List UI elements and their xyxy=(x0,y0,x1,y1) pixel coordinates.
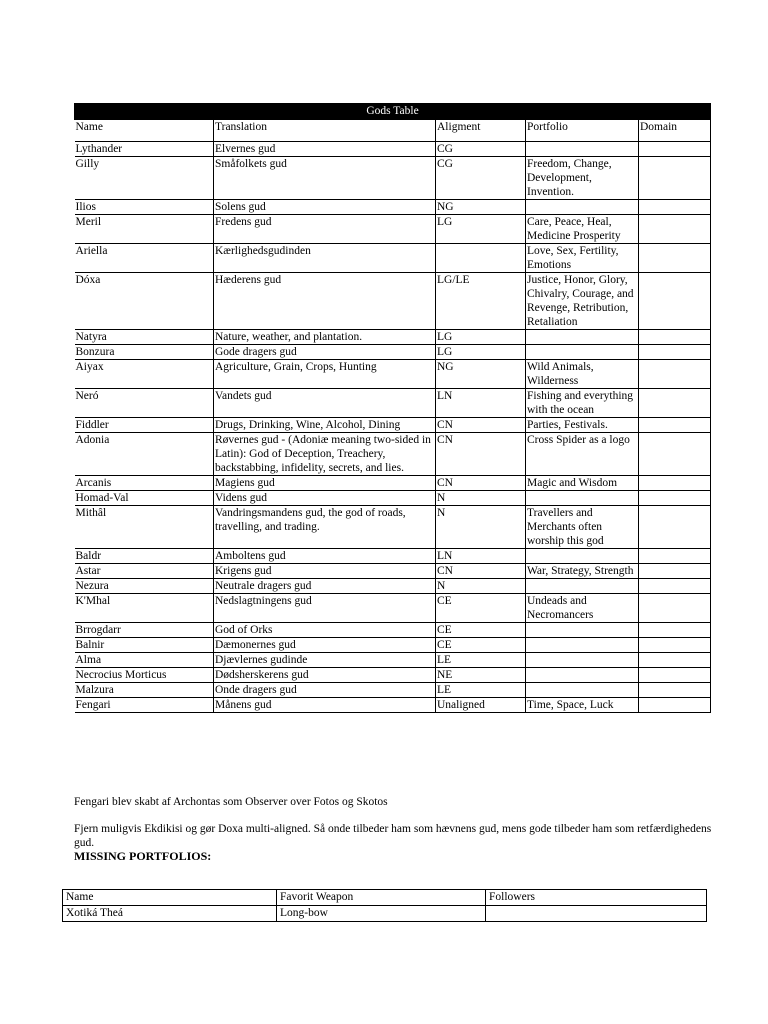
god-name-cell: Nezura xyxy=(75,579,214,594)
god-portfolio-cell: Cross Spider as a logo xyxy=(526,433,639,476)
column-header-name: Name xyxy=(75,120,214,142)
god-translation-cell: Gode dragers gud xyxy=(214,345,436,360)
god-translation-cell: Røvernes gud - (Adoniæ meaning two-sided in Latin): God of Deception, Treachery, backstabbing, infidelity, secrets, and lies. xyxy=(214,433,436,476)
god-row xyxy=(75,418,711,433)
god-alignment-cell: CN xyxy=(436,564,526,579)
god-domain-cell xyxy=(639,491,711,506)
god-portfolio-cell: Parties, Festivals. xyxy=(526,418,639,433)
god-alignment-cell: LN xyxy=(436,549,526,564)
god-domain-cell xyxy=(639,653,711,668)
god-translation-cell: Djævlernes gudinde xyxy=(214,653,436,668)
god-domain-cell xyxy=(639,215,711,244)
god-name-cell: K'Mhal xyxy=(75,594,214,623)
god-name-cell: Lythander xyxy=(75,142,214,157)
god-portfolio-cell xyxy=(526,345,639,360)
god-row xyxy=(75,200,711,215)
god-alignment-cell: LG xyxy=(436,345,526,360)
god-name-cell: Natyra xyxy=(75,330,214,345)
god-name-cell: Adonia xyxy=(75,433,214,476)
god-name-cell: Fiddler xyxy=(75,418,214,433)
god-alignment-cell: CN xyxy=(436,418,526,433)
god-row xyxy=(75,491,711,506)
god-translation-cell: Drugs, Drinking, Wine, Alcohol, Dining xyxy=(214,418,436,433)
god-translation-cell: Småfolkets gud xyxy=(214,157,436,200)
god-translation-cell: Hæderens gud xyxy=(214,273,436,330)
god-alignment-cell: CE xyxy=(436,594,526,623)
god-alignment-cell: LN xyxy=(436,389,526,418)
god-alignment-cell: CE xyxy=(436,623,526,638)
god-domain-cell xyxy=(639,157,711,200)
god-alignment-cell: CG xyxy=(436,157,526,200)
god-name-cell: Alma xyxy=(75,653,214,668)
god-domain-cell xyxy=(639,579,711,594)
god-translation-cell: Onde dragers gud xyxy=(214,683,436,698)
gods-table-body xyxy=(75,142,711,713)
god-alignment-cell: CG xyxy=(436,142,526,157)
god-portfolio-cell xyxy=(526,668,639,683)
god-row xyxy=(75,244,711,273)
god-name-cell: Ariella xyxy=(75,244,214,273)
god-row xyxy=(75,594,711,623)
god-portfolio-cell: Justice, Honor, Glory, Chivalry, Courage, and Revenge, Retribution, Retaliation xyxy=(526,273,639,330)
god-domain-cell xyxy=(639,345,711,360)
god-alignment-cell: LG xyxy=(436,330,526,345)
weapon-row-followers-cell xyxy=(486,906,707,922)
god-domain-cell xyxy=(639,244,711,273)
god-alignment-cell xyxy=(436,244,526,273)
god-translation-cell: Magiens gud xyxy=(214,476,436,491)
god-name-cell: Astar xyxy=(75,564,214,579)
god-name-cell: Brrogdarr xyxy=(75,623,214,638)
god-row xyxy=(75,549,711,564)
god-row xyxy=(75,273,711,330)
god-alignment-cell: CE xyxy=(436,638,526,653)
weapons-table-header-row xyxy=(63,890,707,906)
god-domain-cell xyxy=(639,594,711,623)
god-row xyxy=(75,345,711,360)
god-name-cell: Dóxa xyxy=(75,273,214,330)
god-name-cell: Fengari xyxy=(75,698,214,713)
gods-table-header-row xyxy=(75,120,711,142)
god-domain-cell xyxy=(639,549,711,564)
fengari-note: Fengari blev skabt af Archontas som Observer over Fotos og Skotos xyxy=(74,796,388,808)
god-alignment-cell: CN xyxy=(436,433,526,476)
god-domain-cell xyxy=(639,476,711,491)
god-domain-cell xyxy=(639,683,711,698)
god-portfolio-cell xyxy=(526,330,639,345)
god-portfolio-cell: War, Strategy, Strength xyxy=(526,564,639,579)
god-alignment-cell: LE xyxy=(436,683,526,698)
god-name-cell: Neró xyxy=(75,389,214,418)
god-translation-cell: Vandringsmandens gud, the god of roads, travelling, and trading. xyxy=(214,506,436,549)
god-portfolio-cell xyxy=(526,200,639,215)
god-name-cell: Baldr xyxy=(75,549,214,564)
god-row xyxy=(75,638,711,653)
god-portfolio-cell: Time, Space, Luck xyxy=(526,698,639,713)
god-name-cell: Arcanis xyxy=(75,476,214,491)
column-header-name: Name xyxy=(63,890,277,906)
god-translation-cell: Neutrale dragers gud xyxy=(214,579,436,594)
god-translation-cell: Agriculture, Grain, Crops, Hunting xyxy=(214,360,436,389)
god-row xyxy=(75,506,711,549)
column-header-portfolio: Portfolio xyxy=(526,120,639,142)
god-name-cell: Gilly xyxy=(75,157,214,200)
god-name-cell: Bonzura xyxy=(75,345,214,360)
god-domain-cell xyxy=(639,698,711,713)
god-row xyxy=(75,653,711,668)
god-alignment-cell: N xyxy=(436,506,526,549)
god-row xyxy=(75,433,711,476)
weapons-table-body xyxy=(63,906,707,922)
god-portfolio-cell: Freedom, Change, Development, Invention. xyxy=(526,157,639,200)
god-alignment-cell: NE xyxy=(436,668,526,683)
god-row xyxy=(75,579,711,594)
gods-table-title-row xyxy=(75,104,711,120)
god-alignment-cell: NG xyxy=(436,200,526,215)
god-domain-cell xyxy=(639,330,711,345)
god-translation-cell: Solens gud xyxy=(214,200,436,215)
weapon-row xyxy=(63,906,707,922)
god-translation-cell: Fredens gud xyxy=(214,215,436,244)
god-alignment-cell: N xyxy=(436,579,526,594)
column-header-alignment: Aligment xyxy=(436,120,526,142)
god-translation-cell: Månens gud xyxy=(214,698,436,713)
god-translation-cell: Nature, weather, and plantation. xyxy=(214,330,436,345)
god-row xyxy=(75,142,711,157)
god-translation-cell: Nedslagtningens gud xyxy=(214,594,436,623)
god-domain-cell xyxy=(639,273,711,330)
god-alignment-cell: Unaligned xyxy=(436,698,526,713)
god-domain-cell xyxy=(639,142,711,157)
god-domain-cell xyxy=(639,418,711,433)
missing-portfolios-heading: MISSING PORTFOLIOS: xyxy=(74,849,212,863)
god-row xyxy=(75,564,711,579)
column-header-domain: Domain xyxy=(639,120,711,142)
god-portfolio-cell xyxy=(526,549,639,564)
god-portfolio-cell: Undeads and Necromancers xyxy=(526,594,639,623)
god-translation-cell: Vandets gud xyxy=(214,389,436,418)
column-header-favorit-weapon: Favorit Weapon xyxy=(277,890,486,906)
god-name-cell: Ilios xyxy=(75,200,214,215)
god-row xyxy=(75,360,711,389)
god-translation-cell: Krigens gud xyxy=(214,564,436,579)
god-translation-cell: Elvernes gud xyxy=(214,142,436,157)
god-row xyxy=(75,668,711,683)
god-domain-cell xyxy=(639,389,711,418)
god-name-cell: Mithâl xyxy=(75,506,214,549)
god-alignment-cell: NG xyxy=(436,360,526,389)
god-name-cell: Balnir xyxy=(75,638,214,653)
god-domain-cell xyxy=(639,506,711,549)
weapon-row-weapon-cell: Long-bow xyxy=(277,906,486,922)
god-translation-cell: Dødsherskerens gud xyxy=(214,668,436,683)
god-domain-cell xyxy=(639,433,711,476)
gods-table xyxy=(74,103,711,713)
god-name-cell: Malzura xyxy=(75,683,214,698)
god-portfolio-cell: Fishing and everything with the ocean xyxy=(526,389,639,418)
god-portfolio-cell xyxy=(526,142,639,157)
god-domain-cell xyxy=(639,564,711,579)
god-portfolio-cell xyxy=(526,623,639,638)
god-row xyxy=(75,389,711,418)
god-portfolio-cell xyxy=(526,491,639,506)
god-domain-cell xyxy=(639,360,711,389)
god-row xyxy=(75,476,711,491)
god-translation-cell: Kærlighedsgudinden xyxy=(214,244,436,273)
favorite-weapons-table xyxy=(62,889,707,922)
god-name-cell: Homad-Val xyxy=(75,491,214,506)
god-alignment-cell: LG xyxy=(436,215,526,244)
god-name-cell: Meril xyxy=(75,215,214,244)
god-name-cell: Necrocius Morticus xyxy=(75,668,214,683)
god-domain-cell xyxy=(639,623,711,638)
god-name-cell: Aiyax xyxy=(75,360,214,389)
column-header-translation: Translation xyxy=(214,120,436,142)
gods-table-title: Gods Table xyxy=(75,104,711,120)
doxa-note: Fjern muligvis Ekdikisi og gør Doxa multi-aligned. Så onde tilbeder ham som hævnens gud, mens gode tilbeder ham som retfærdighedens gud. xyxy=(74,823,712,849)
god-portfolio-cell: Magic and Wisdom xyxy=(526,476,639,491)
god-portfolio-cell: Wild Animals, Wilderness xyxy=(526,360,639,389)
god-portfolio-cell: Care, Peace, Heal, Medicine Prosperity xyxy=(526,215,639,244)
god-alignment-cell: LE xyxy=(436,653,526,668)
weapon-row-name-cell: Xotiká Theá xyxy=(63,906,277,922)
god-row xyxy=(75,330,711,345)
god-portfolio-cell xyxy=(526,638,639,653)
god-alignment-cell: LG/LE xyxy=(436,273,526,330)
god-portfolio-cell xyxy=(526,653,639,668)
god-domain-cell xyxy=(639,668,711,683)
god-alignment-cell: N xyxy=(436,491,526,506)
god-translation-cell: Dæmonernes gud xyxy=(214,638,436,653)
god-row xyxy=(75,215,711,244)
god-portfolio-cell: Travellers and Merchants often worship this god xyxy=(526,506,639,549)
god-portfolio-cell: Love, Sex, Fertility, Emotions xyxy=(526,244,639,273)
god-domain-cell xyxy=(639,638,711,653)
god-translation-cell: Amboltens gud xyxy=(214,549,436,564)
god-row xyxy=(75,623,711,638)
god-portfolio-cell xyxy=(526,579,639,594)
god-alignment-cell: CN xyxy=(436,476,526,491)
god-row xyxy=(75,698,711,713)
god-row xyxy=(75,157,711,200)
god-translation-cell: Videns gud xyxy=(214,491,436,506)
god-domain-cell xyxy=(639,200,711,215)
god-row xyxy=(75,683,711,698)
god-translation-cell: God of Orks xyxy=(214,623,436,638)
god-portfolio-cell xyxy=(526,683,639,698)
column-header-followers: Followers xyxy=(486,890,707,906)
